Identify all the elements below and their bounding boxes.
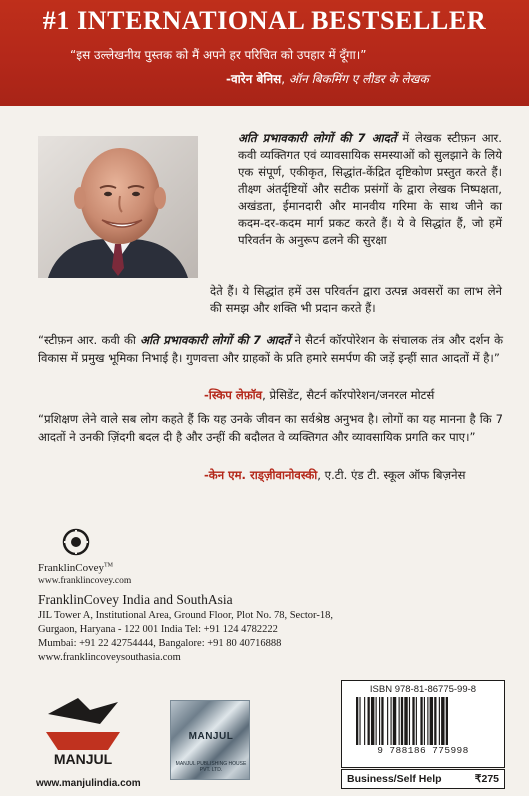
barcode-digits: 9 788186 775998 xyxy=(377,745,469,756)
franklincovey-tm: TM xyxy=(104,562,113,569)
intro-paragraph-continued: देते हैं। ये सिद्धांत हमें उस परिवर्तन द्वारा उत्पन्न अवसरों का लाभ लेने की समझ और शक्ति भी प्रदान करते हैं। xyxy=(210,284,502,315)
manjul-logo-icon xyxy=(38,692,128,770)
address-line-4: www.franklincoveysouthasia.com xyxy=(38,652,181,663)
intro-text: में लेखक स्टीफ़न आर. कवी व्यक्तिगत एवं व्यावसायिक समस्याओं को सुलझाने के लिये एक संपूर्ण, एकीकृत, सिद्धांत-केंद्रित दृष्टिकोण प्रस्तुत करते हैं। तीक्ष्ण अंतर्दृष्टियों और सटीक प्रसंगों के द्वारा लेखक निष्पक्षता, अखंडता, ईमानदारी और मानवीय गरिमा के साथ जीने का कदम-दर-कदम मार्ग प्रकट करते हैं। ये वे सिद्धांत हैं, जो हमें परिवर्तन के अनुरूप ढलने की सुरक्षा xyxy=(238,131,502,247)
quote3-text: “प्रशिक्षण लेने वाले सब लोग कहते हैं कि यह उनके जीवन का सर्वश्रेष्ठ अनुभव है। लोगों का यह मानना है कि 7 आदतों ने उनकी ज़िंदगी बदल दी है और उन्हीं की बदौलत वे व्यक्तिगत और व्यावसायिक प्रगति कर पाए।” xyxy=(38,412,503,444)
manjul-hologram-sticker xyxy=(170,700,250,780)
quote2-after: ने सैटर्न कॉरपोरेशन के संचालक तंत्र और दर्शन के विकास में प्रमुख भूमिका निभाई है। गुणवत्ता और ग्राहकों के प्रति हमारे समर्पण की जड़ें इन्हीं सात आदतों में है।” xyxy=(38,333,503,365)
franklincovey-brand xyxy=(38,562,113,574)
bestseller-banner: #1 INTERNATIONAL BESTSELLER xyxy=(42,6,487,35)
quote-ken-radziwanowski xyxy=(38,410,503,446)
quote2-before: “स्टीफ़न आर. कवी की xyxy=(38,333,141,347)
franklincovey-url: www.franklincovey.com xyxy=(38,576,132,586)
quote2-author-title: , प्रेसिडेंट, सैटर्न कॉरपोरेशन/जनरल मोटर्स xyxy=(262,388,435,402)
book-category: Business/Self Help xyxy=(347,773,442,785)
header-quote-attribution: -वारेन बेनिस, ऑन बिकमिंग ए लीडर के लेखक xyxy=(226,72,429,86)
header-quote-author-title: ऑन बिकमिंग ए लीडर के लेखक xyxy=(288,72,429,86)
header-band xyxy=(0,0,529,106)
manjul-logo-text: MANJUL xyxy=(53,751,113,767)
header-quote: “इस उल्लेखनीय पुस्तक को मैं अपने हर परिचित को उपहार में दूँगा।” xyxy=(70,48,367,62)
header-quote-author: -वारेन बेनिस xyxy=(226,72,282,86)
manjul-url: www.manjulindia.com xyxy=(36,778,141,789)
franklincovey-brand-name: FranklinCovey xyxy=(38,562,104,574)
author-photo xyxy=(38,136,198,278)
barcode-box xyxy=(341,680,505,768)
address-line-1: JIL Tower A, Institutional Area, Ground Floor, Plot No. 78, Sector-18, xyxy=(38,610,333,621)
intro-paragraph xyxy=(238,130,502,249)
quote-skip-lefauve xyxy=(38,331,503,367)
book-price: ₹275 xyxy=(474,773,499,785)
address-title: FranklinCovey India and SouthAsia xyxy=(38,592,233,607)
hologram-text: MANJUL xyxy=(188,731,234,742)
address-line-2: Gurgaon, Haryana - 122 001 India Tel: +91 124 4782222 xyxy=(38,624,278,635)
quote3-author-title: , ए.टी. एंड टी. स्कूल ऑफ बिज़नेस xyxy=(317,468,466,482)
barcode-icon xyxy=(356,697,492,745)
isbn-label: ISBN 978-81-86775-99-8 xyxy=(369,684,477,695)
address-line-3: Mumbai: +91 22 42754444, Bangalore: +91 80 40716888 xyxy=(38,638,282,649)
franklincovey-logo-icon xyxy=(62,528,90,556)
quote2-author: -स्किप लेफ़ॉव xyxy=(204,388,263,402)
quote3-attribution xyxy=(204,468,465,483)
quote2-attribution xyxy=(204,388,434,403)
hologram-subtext: MANJUL PUBLISHING HOUSE PVT. LTD. xyxy=(175,761,247,773)
intro-book-title: अति प्रभावकारी लोगों की 7 आदतें xyxy=(238,131,397,145)
price-row xyxy=(341,769,505,789)
quote2-book-title: अति प्रभावकारी लोगों की 7 आदतें xyxy=(140,333,291,347)
quote3-author: -केन एम. राड्ज़ीवानोवस्की xyxy=(204,468,318,482)
